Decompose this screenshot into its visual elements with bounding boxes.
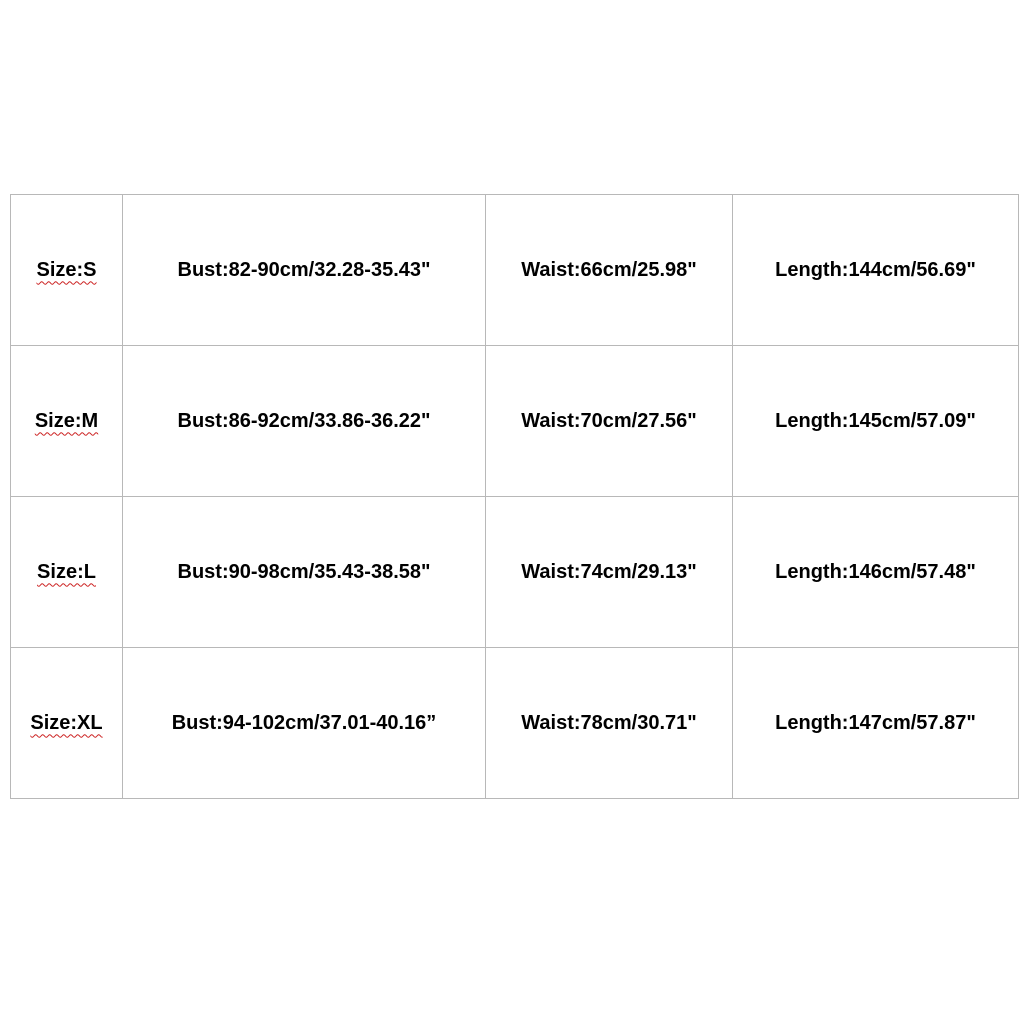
length-cell: Length:146cm/57.48" <box>733 497 1019 648</box>
waist-cell: Waist:70cm/27.56" <box>486 346 733 497</box>
size-cell <box>11 497 123 648</box>
bust-cell: Bust:94-102cm/37.01-40.16” <box>123 648 486 799</box>
size-cell <box>11 195 123 346</box>
size-cell <box>11 346 123 497</box>
size-chart-table <box>10 194 1019 799</box>
waist-cell: Waist:74cm/29.13" <box>486 497 733 648</box>
table-row <box>11 346 1019 497</box>
length-cell: Length:147cm/57.87" <box>733 648 1019 799</box>
length-cell: Length:144cm/56.69" <box>733 195 1019 346</box>
waist-cell: Waist:66cm/25.98" <box>486 195 733 346</box>
bust-cell: Bust:82-90cm/32.28-35.43" <box>123 195 486 346</box>
size-cell <box>11 648 123 799</box>
bust-cell: Bust:90-98cm/35.43-38.58" <box>123 497 486 648</box>
table-row <box>11 648 1019 799</box>
size-label: Size:S <box>36 258 97 281</box>
length-cell: Length:145cm/57.09" <box>733 346 1019 497</box>
bust-cell: Bust:86-92cm/33.86-36.22" <box>123 346 486 497</box>
table-row <box>11 195 1019 346</box>
size-label: Size:M <box>34 409 99 432</box>
waist-cell: Waist:78cm/30.71" <box>486 648 733 799</box>
size-label: Size:L <box>37 560 96 583</box>
size-label: Size:XL <box>30 711 103 734</box>
table-row <box>11 497 1019 648</box>
